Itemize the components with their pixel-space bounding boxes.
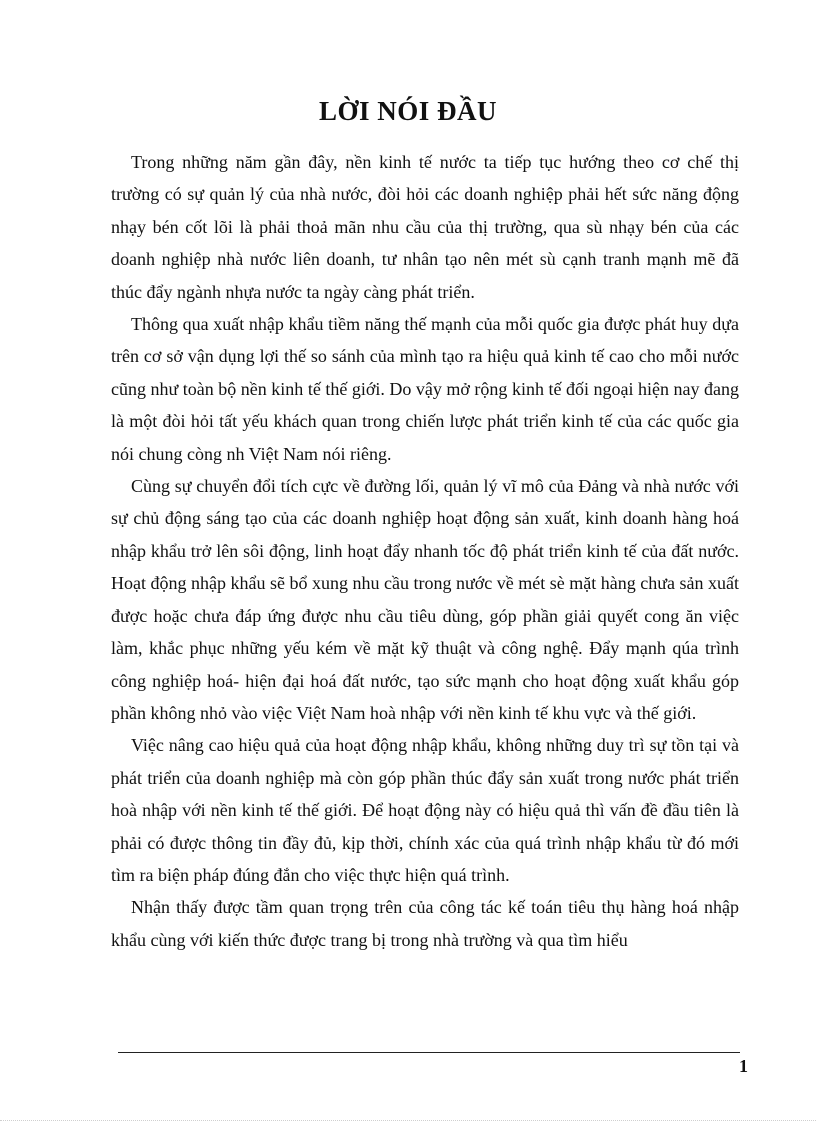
- paragraph-1: Trong những năm gần đây, nền kinh tế nước ta tiếp tục hướng theo cơ chế thị trường có sự quản lý của nhà nước, đòi hỏi các doanh nghiệp phải hết sức năng động nhạy bén cốt lõi là phải thoả mãn nhu cầu của thị trường, qua sù nhạy bén của các doanh nghiệp nhà nước liên doanh, tư nhân tạo nên mét sù cạnh tranh mạnh mẽ đã thúc đẩy ngành nhựa nước ta ngày càng phát triển.: [111, 152, 739, 302]
- body-text: [111, 146, 739, 956]
- paragraph-5: Nhận thấy được tầm quan trọng trên của công tác kế toán tiêu thụ hàng hoá nhập khẩu cùng với kiến thức được trang bị trong nhà trường và qua tìm hiểu: [111, 897, 739, 950]
- paragraph-4: Việc nâng cao hiệu quả của hoạt động nhập khẩu, không những duy trì sự tồn tại và phát triển của doanh nghiệp mà còn góp phần thúc đẩy sản xuất trong nước phát triển hoà nhập với nền kinh tế thế giới. Để hoạt động này có hiệu quả thì vấn đề đầu tiên là phải có được thông tin đầy đủ, kịp thời, chính xác của quá trình nhập khẩu từ đó mới tìm ra biện pháp đúng đắn cho việc thực hiện quá trình.: [111, 735, 739, 885]
- paragraph-2: Thông qua xuất nhập khẩu tiềm năng thế mạnh của mỗi quốc gia được phát huy dựa trên cơ sở vận dụng lợi thế so sánh của mình tạo ra hiệu quả kinh tế cao cho mỗi nước cũng như toàn bộ nền kinh tế thế giới. Do vậy mở rộng kinh tế đối ngoại hiện nay đang là một đòi hỏi tất yếu khách quan trong chiến lược phát triển kinh tế của các quốc gia nói chung còng nh Việt Nam nói riêng.: [111, 314, 739, 464]
- paragraph-3: Cùng sự chuyển đổi tích cực về đường lối, quản lý vĩ mô của Đảng và nhà nước với sự chủ động sáng tạo của các doanh nghiệp hoạt động sản xuất, kinh doanh hàng hoá nhập khẩu trở lên sôi động, linh hoạt đẩy nhanh tốc độ phát triển kinh tế của đất nước. Hoạt động nhập khẩu sẽ bổ xung nhu cầu trong nước về mét sè mặt hàng chưa sản xuất được hoặc chưa đáp ứng được nhu cầu tiêu dùng, góp phần giải quyết cong ăn việc làm, khắc phục những yếu kém về mặt kỹ thuật và công nghệ. Đẩy mạnh qúa trình công nghiệp hoá- hiện đại hoá đất nước, tạo sức mạnh cho hoạt động xuất khẩu góp phần không nhỏ vào việc Việt Nam hoà nhập với nền kinh tế khu vực và thế giới.: [111, 476, 739, 723]
- page-bottom-dotted-edge: [0, 1120, 816, 1121]
- page-title: LỜI NÓI ĐẦU: [318, 96, 498, 126]
- page-number: 1: [739, 1056, 748, 1076]
- footer-divider: [118, 1052, 740, 1053]
